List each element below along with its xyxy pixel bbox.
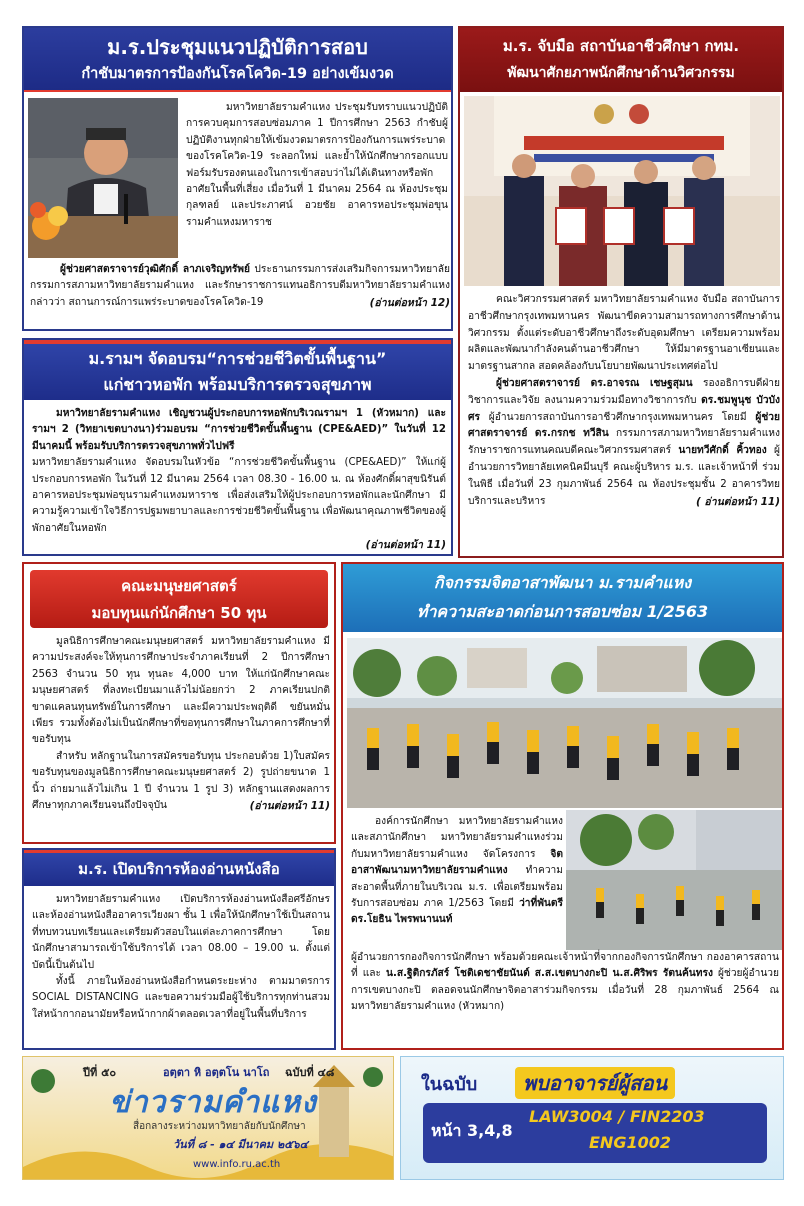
article-volunteer (341, 562, 784, 1050)
article-exam-covid-continue[interactable]: (อ่านต่อหน้า 12) (369, 296, 450, 309)
article-exam-covid-subtitle: กำชับมาตรการป้องกันโรคโควิด-19 อย่างเข้มงวด (81, 66, 394, 82)
article-volunteer-body-full: ผู้อำนวยการกองกิจการนักศึกษา พร้อมด้วยคณะเจ้าหน้าที่จากกองกิจการนักศึกษา กองอาคารสถานที่ และ น.ส.ฐิติกรภัสร์ โชติเดชาชัยนันต์ ส.ส.เขตบางกะปิ น.ส.ศิริพร รัตนค้นทรง ผู้ช่วยผู้อำนวยการเขตบางกะปิ ตลอดจนนักศึกษาจิตอาสาร่วมกิจกรรม เมื่อวันที่ 28 กุมภาพันธ์ 2564 ณ มหาวิทยาลัยรามคำแหง (หัวหมาก) (351, 952, 779, 1013)
article-cpr-body: มหาวิทยาลัยรามคำแหง เชิญชวนผู้ประกอบการหอพักบริเวณรามฯ 1 (หัวหมาก) และรามฯ 2 (วิทยาเขตบางนา)ร่วมอบรม “การช่วยชีวิตขั้นพื้นฐาน (CPE&AED)” ในวันที่ 12 มีนาคมนี้ พร้อมรับบริการตรวจสุขภาพทั่วไปฟรี มหาวิทยาลัยรามคำแหง จัดอบรมในหัวข้อ “การช่วยชีวิตขั้นพื้นฐาน (CPE&AED)” ให้แก่ผู้ประกอบการหอพัก ในวันที่ 12 มีนาคม 2564 เวลา 08.30 - 16.00 น. ณ ห้องศักดิ์ผาสุขนิรันต์ อาคารหอประชุมพ่อขุนรามคำแหงมหาราช เพื่อส่งเสริมให้ผู้ประกอบการหอพักและนักศึกษา มีความรู้ความเข้าใจวิธีการปฐมพยาบาลและการช่วยชีวิตขั้นพื้นฐาน เพื่อพัฒนาคุณภาพชีวิตของผู้พักอาศัยในหอพัก (อ่านต่อหน้า 11) (32, 406, 446, 554)
article-mou-title: ม.ร. จับมือ สถาบันอาชีวศึกษา กทม. (502, 37, 740, 55)
article-volunteer-title: กิจกรรมจิตอาสาพัฒนา ม.รามคำแหง (433, 573, 692, 592)
masthead-issue: ฉบับที่ ๔๘ (285, 1066, 335, 1079)
article-cpr-continue[interactable]: (อ่านต่อหน้า 11) (365, 539, 446, 552)
article-cpr-banner (24, 340, 451, 400)
article-mou-subtitle: พัฒนาศักยภาพนักศึกษาด้านวิศวกรรม (507, 65, 735, 81)
photo-meeting (28, 98, 178, 258)
article-cpr-title: ม.รามฯ จัดอบรม“การช่วยชีวิตขั้นพื้นฐาน” (88, 349, 387, 368)
article-volunteer-subtitle: ทำความสะอาดก่อนการสอบซ่อม 1/2563 (416, 602, 709, 621)
article-scholarship-banner (30, 570, 328, 628)
article-scholarship (22, 562, 336, 844)
article-library (22, 848, 336, 1050)
masthead-date: วันที่ ๘ - ๑๔ มีนาคม ๒๕๖๔ (173, 1138, 308, 1151)
article-cpr-subtitle: แก่ชาวหอพัก พร้อมบริการตรวจสุขภาพ (103, 375, 372, 394)
in-this-issue-label: ในฉบับ (421, 1074, 478, 1095)
photo-cleanup-2 (566, 810, 782, 950)
in-this-issue-courses-1: LAW3004 / FIN2203 (529, 1107, 705, 1126)
article-exam-covid (22, 26, 453, 331)
article-volunteer-body-left: องค์การนักศึกษา มหาวิทยาลัยรามคำแหง และสภานักศึกษา มหาวิทยาลัยรามคำแหงร่วมกับมหาวิทยาลัยรามคำแหง จัดโครงการ จิตอาสาพัฒนามหาวิทยาลัยรามคำแหง ทำความสะอาดพื้นที่ภายในบริเวณ ม.ร. เพื่อเตรียมพร้อมรับการสอบซ่อม ภาค 1/2563 โดยมี ว่าที่พันตรี ดร.โยธิน ไพรพนานนท์ (351, 816, 563, 926)
photo-cleanup-1 (347, 638, 782, 808)
masthead-year: ปีที่ ๕๐ (83, 1066, 117, 1079)
article-library-title: ม.ร. เปิดบริการห้องอ่านหนังสือ (78, 860, 280, 878)
article-volunteer-banner (343, 564, 782, 632)
article-scholarship-continue[interactable]: (อ่านต่อหน้า 11) (249, 800, 330, 813)
in-this-issue-feature: พบอาจารย์ผู้สอน (515, 1067, 675, 1099)
article-scholarship-subtitle: มอบทุนแก่นักศึกษา 50 ทุน (91, 604, 267, 622)
article-scholarship-body: มูลนิธิการศึกษาคณะมนุษยศาสตร์ มหาวิทยาลัยรามคำแหง มีความประสงค์จะให้ทุนการศึกษาประจำภาคเรียนที่ 2 ปีการศึกษา 2563 จำนวน 50 ทุน ทุนละ 4,000 บาท ให้แก่นักศึกษาคณะมนุษยศาสตร์ ที่ลงทะเบียนมาแล้วไม่น้อยกว่า 2 ภาคเรียนปกติ ขาดแคลนทุนทรัพย์ในการศึกษา และมีความประพฤติดี ขยันหมั่นเพียร รวมทั้งต้องไม่เป็นนักศึกษาที่ขอทุนการศึกษาในภาคการศึกษาที่ขอรับทุน สำหรับ หลักฐานในการสมัครขอรับทุน ประกอบด้วย 1)ใบสมัครขอรับทุนของมูลนิธิการศึกษาคณะมนุษยศาสตร์ 2) รูปถ่ายขนาด 1 นิ้ว ถ่ายมาแล้วไม่เกิน 1 ปี จำนวน 1 รูป 3) หลักฐานแสดงผลการศึกษาทุกภาคเรียนจนถึงปัจจุบัน (อ่านต่อหน้า 11) (32, 634, 330, 814)
article-library-body: มหาวิทยาลัยรามคำแหง เปิดบริการห้องอ่านหนังสือศรีอักษร และห้องอ่านหนังสืออาคารเวียงผา ชั้น 1 เพื่อให้นักศึกษาใช้เป็นสถานที่ทบทวนบทเรียนและเตรียมตัวสอบในแต่ละภาคการศึกษา โดยนักศึกษาสามารถเข้าใช้บริการได้ เวลา 08.00 – 19.00 น. ตั้งแต่บัดนี้เป็นต้นไป ทั้งนี้ ภายในห้องอ่านหนังสือกำหนดระยะห่าง ตามมาตรการ SOCIAL DISTANCING และขอความร่วมมือผู้ใช้บริการทุกท่านสวมใส่หน้ากากอนามัยหรือหน้ากากผ้าตลอดเวลาที่อยู่ในพื้นที่บริการ (32, 894, 330, 1020)
in-this-issue (400, 1056, 784, 1180)
article-mou-banner (460, 28, 782, 92)
masthead-website[interactable]: www.info.ru.ac.th (193, 1159, 281, 1170)
masthead-tagline: สื่อกลางระหว่างมหาวิทยาลัยกับนักศึกษา (133, 1121, 306, 1132)
masthead (22, 1056, 394, 1180)
article-mou-continue[interactable]: ( อ่านต่อหน้า 11) (695, 495, 780, 508)
article-exam-covid-banner (24, 28, 451, 92)
article-scholarship-title: คณะมนุษยศาสตร์ (121, 577, 237, 595)
article-exam-covid-body: ผู้ช่วยศาสตราจารย์วุฒิศักดิ์ ลาภเจริญทรัพย์ ประธานกรรมการส่งเสริมกิจการมหาวิทยาลัย กรรมการสภามหาวิทยาลัยรามคำแหง และรักษาราชการแทนอธิการบดีมหาวิทยาลัยรามคำแหง กล่าวว่า สถานการณ์การแพร่ระบาดของโรคโควิด-19 (อ่านต่อหน้า 12) (30, 262, 450, 311)
article-cpr (22, 338, 453, 556)
article-mou-body: คณะวิศวกรรมศาสตร์ มหาวิทยาลัยรามคำแหง จับมือ สถาบันการอาชีวศึกษากรุงเทพมหานคร พัฒนาขีดความสามารถทางการศึกษาด้านวิศวกรรม ตั้งแต่ระดับอาชีวศึกษาถึงระดับอุดมศึกษา เตรียมความพร้อมผลิตและพัฒนากำลังคนด้านอาชีวศึกษา ให้มีมาตรฐานอาเซียนและมาตรฐานสากล สอดคล้องกับนโยบายพัฒนาประเทศต่อไป ผู้ช่วยศาสตราจารย์ ดร.อาจรณ เชษฐสุมน รองอธิการบดีฝ่ายวิชาการและวิจัย ลงนามความร่วมมือทางวิชาการกับ ดร.ชมพูนุช บัวบังศร ผู้อำนวยการสถาบันการอาชีวศึกษากรุงเทพมหานคร โดยมี ผู้ช่วยศาสตราจารย์ ดร.กรกช ทวีสิน กรรมการสภามหาวิทยาลัยรามคำแหง รักษาราชการแทนคณบดีคณะวิศวกรรมศาสตร์ นายทวีศักดิ์ คิ้วทอง ผู้อำนวยการวิทยาลัยเทคนิคมีนบุรี คณะผู้บริหาร ม.ร. และเจ้าหน้าที่ ร่วมในพิธี เมื่อวันที่ 23 กุมภาพันธ์ 2564 ณ ห้องประชุมชั้น 2 อาคารวิทยบริการและบริหาร ( อ่านต่อหน้า 11) (468, 292, 780, 510)
article-mou (458, 26, 784, 558)
masthead-motto: อตฺตา หิ อตฺตโน นาโถ (163, 1066, 270, 1079)
in-this-issue-courses-2: ENG1002 (589, 1133, 671, 1152)
in-this-issue-pages: หน้า 3,4,8 (431, 1121, 513, 1140)
article-exam-covid-lead: มหาวิทยาลัยรามคำแหง ประชุมรับทราบแนวปฏิบัติการควบคุมการสอบซ่อมภาค 1 ปีการศึกษา 2563 กำชับผู้ปฏิบัติงานทุกฝ่ายให้เข้มงวดมาตรการป้องกันการแพร่ระบาดของโรคโควิด-19 ระลอกใหม่ และย้ำให้นักศึกษากรอกแบบฟอร์มรับรองตนเองในการเข้าสอบว่าไม่ได้เดินทางหรือพักอาศัยในพื้นที่เสี่ยง เมื่อวันที่ 1 มีนาคม 2564 ณ ห้องประชุม กุลฑลย์ และประภาศน์ อวยชัย อาคารหอประชุมพ่อขุนรามคำแหงมหาราช (186, 102, 448, 228)
masthead-title: ข่าวรามคำแหง (109, 1085, 317, 1120)
photo-mou-signing (464, 96, 780, 286)
article-exam-covid-title: ม.ร.ประชุมแนวปฏิบัติการสอบ (107, 35, 368, 59)
article-library-banner (24, 850, 334, 886)
